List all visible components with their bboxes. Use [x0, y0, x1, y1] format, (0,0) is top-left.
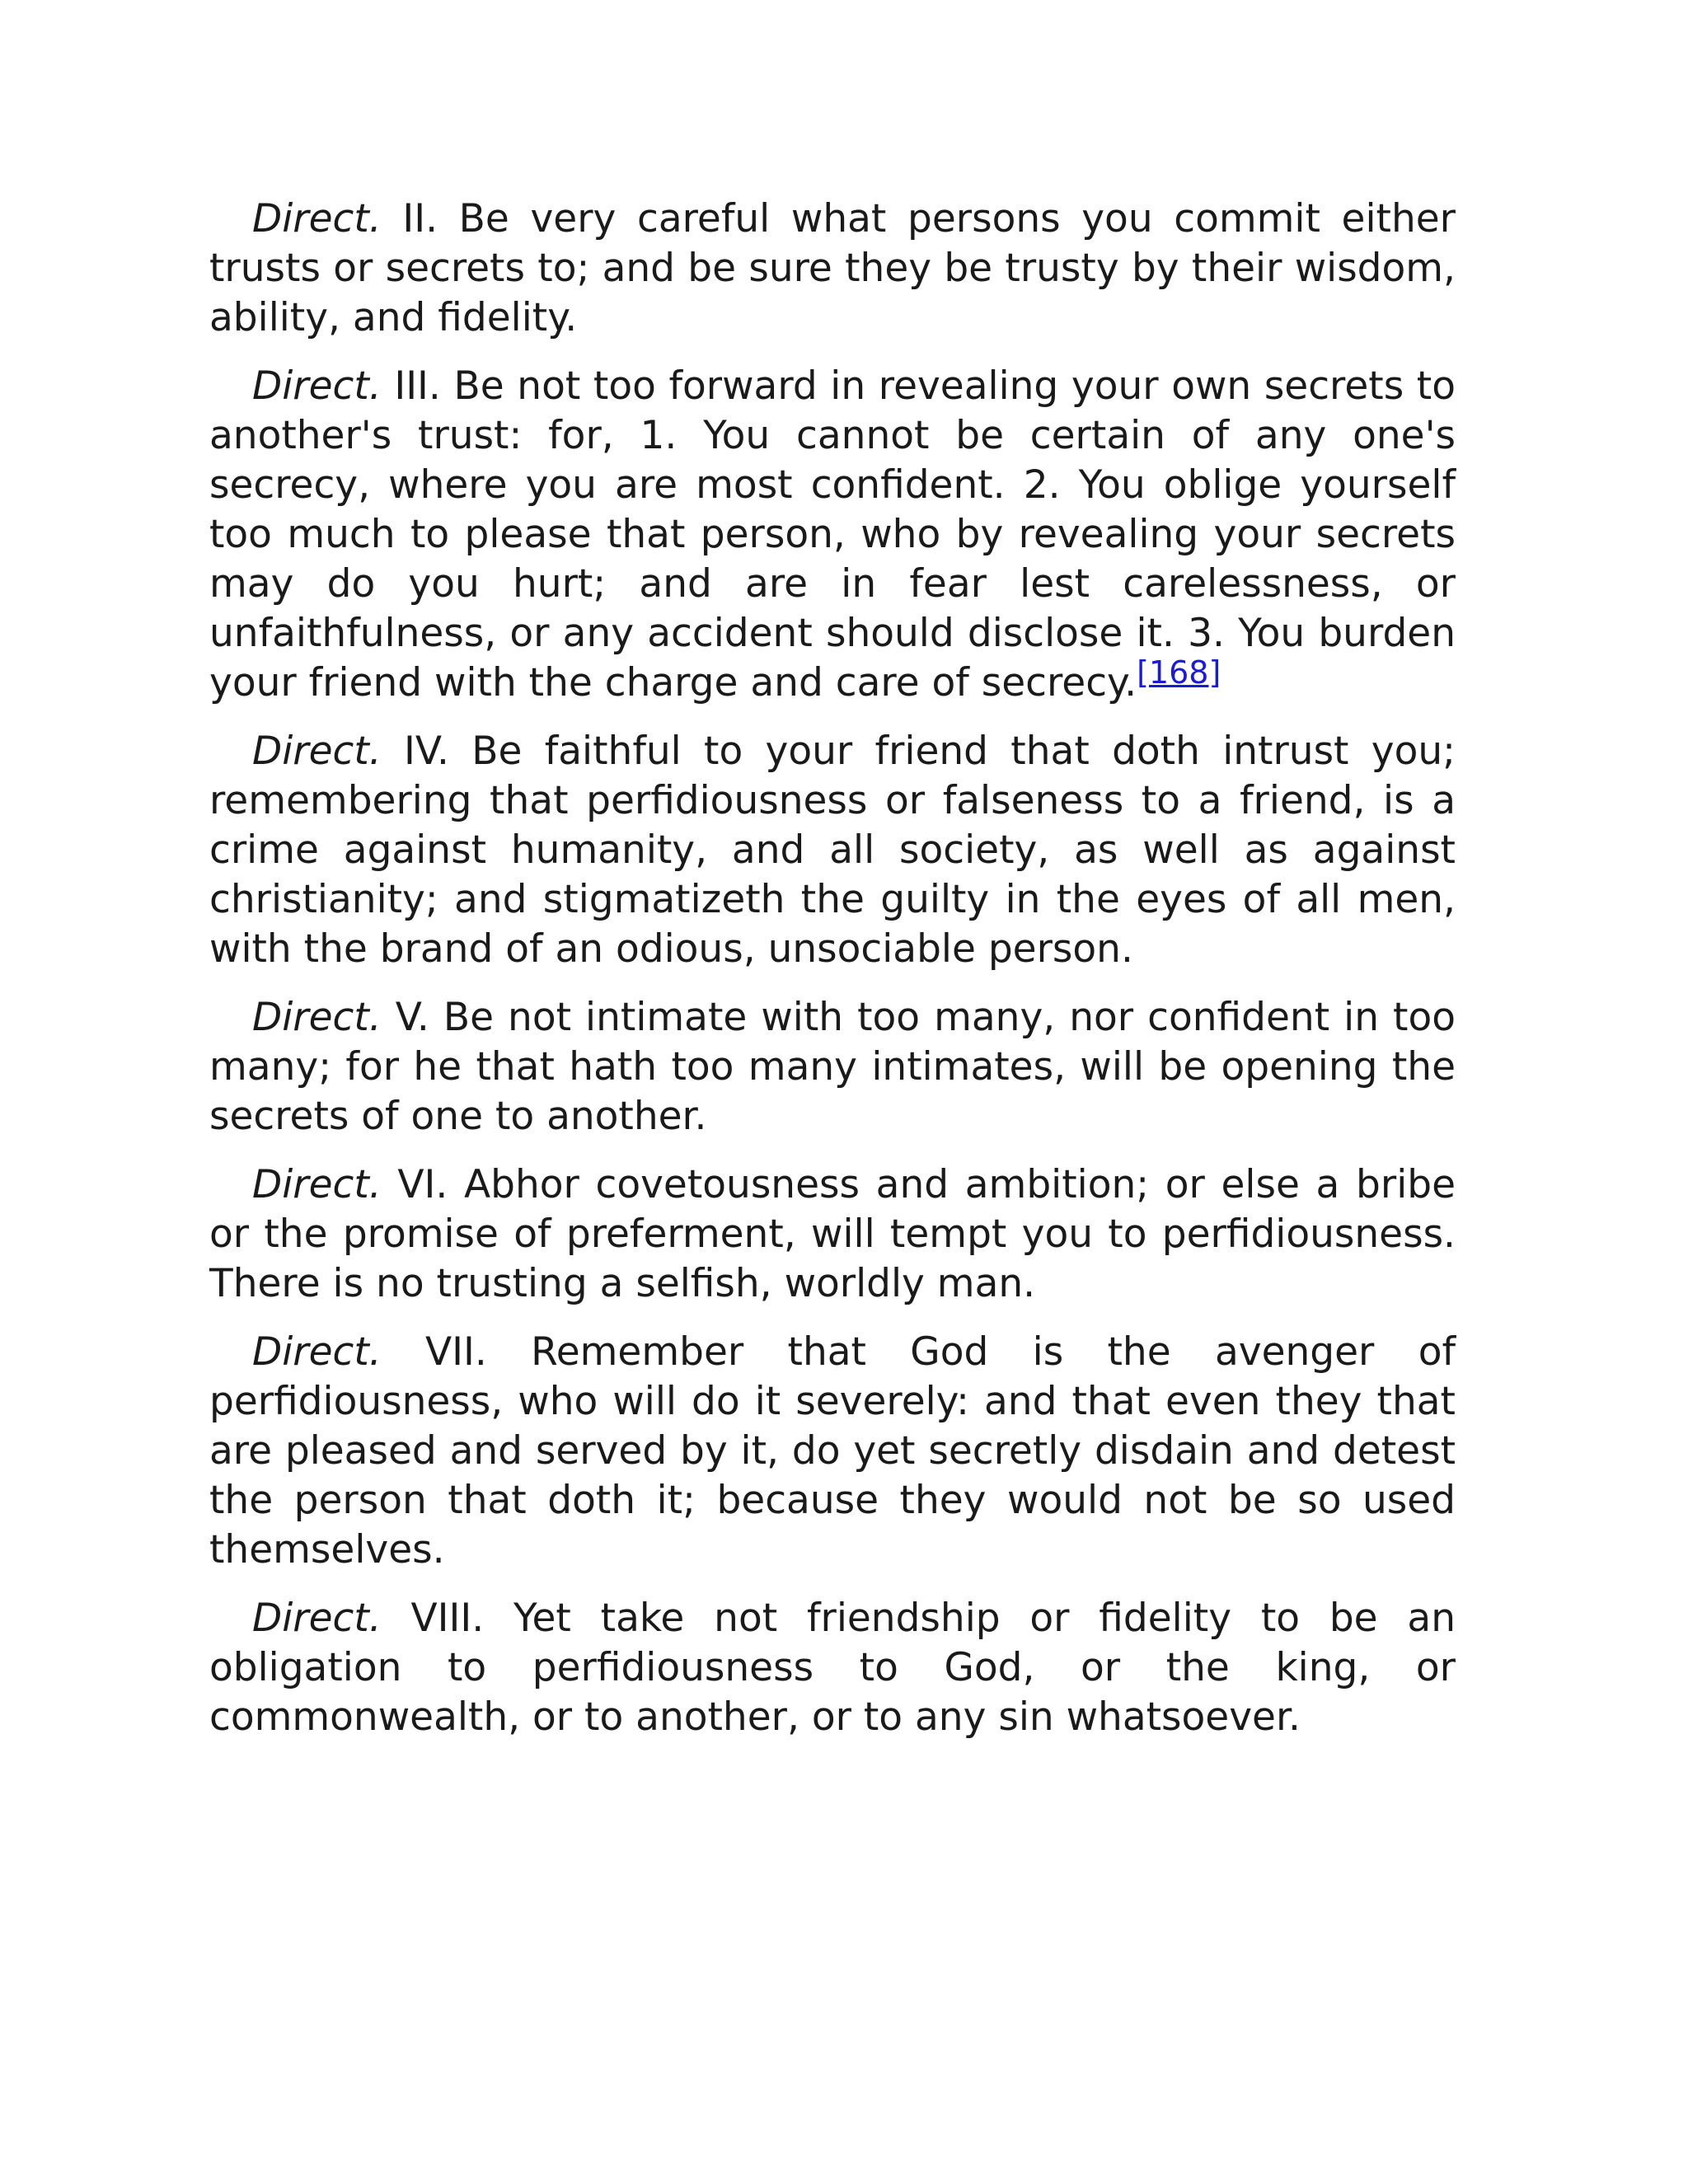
- direction-label: Direct.: [252, 1596, 382, 1641]
- direction-text: VI. Abhor covetousness and ambition; or else a bribe or the promise of preferment, will tempt you to perfidiousness. There is no trusting a selfish, worldly man.: [209, 1162, 1456, 1306]
- direction-text: V. Be not intimate with too many, nor confident in too many; for he that hath too many intimates, will be opening the secrets of one to another.: [209, 995, 1456, 1139]
- direction-label: Direct.: [252, 1162, 382, 1207]
- direction-text: VII. Remember that God is the avenger of perfidiousness, who will do it severely: and that even they that are pleased and served by it, do yet secretly disdain and detest the person that doth it; because they would not be so used themselves.: [209, 1329, 1456, 1572]
- document-body: [209, 194, 1456, 1761]
- direction-label: Direct.: [252, 729, 382, 774]
- direction-8-paragraph: [209, 1594, 1456, 1742]
- direction-label: Direct.: [252, 1329, 382, 1375]
- direction-4-paragraph: [209, 727, 1456, 974]
- direction-text: III. Be not too forward in revealing your own secrets to another's trust: for, 1. You cannot be certain of any one's secrecy, where you are most confident. 2. You oblige yourself too much to please that person, who by revealing your secrets may do you hurt; and are in fear lest carelessness, or unfaithfulness, or any accident should disclose it. 3. You burden your friend with the charge and care of secrecy.: [209, 363, 1456, 705]
- footnote-link[interactable]: [168]: [1137, 654, 1221, 691]
- direction-3-paragraph: [209, 362, 1456, 708]
- direction-label: Direct.: [252, 995, 382, 1040]
- direction-text: II. Be very careful what persons you commit either trusts or secrets to; and be sure they be trusty by their wisdom, ability, and fidelity.: [209, 196, 1456, 340]
- direction-text: IV. Be faithful to your friend that doth intrust you; remembering that perfidiousness or falseness to a friend, is a crime against humanity, and all society, as well as against christianity; and stigmatizeth the guilty in the eyes of all men, with the brand of an odious, unsociable person.: [209, 729, 1456, 972]
- direction-2-paragraph: [209, 194, 1456, 343]
- direction-label: Direct.: [252, 363, 382, 409]
- direction-label: Direct.: [252, 196, 382, 241]
- direction-7-paragraph: [209, 1328, 1456, 1575]
- direction-5-paragraph: [209, 993, 1456, 1141]
- direction-6-paragraph: [209, 1160, 1456, 1309]
- direction-text: VIII. Yet take not friendship or fidelity to be an obligation to perfidiousness to God, or the king, or commonwealth, or to another, or to any sin whatsoever.: [209, 1596, 1456, 1740]
